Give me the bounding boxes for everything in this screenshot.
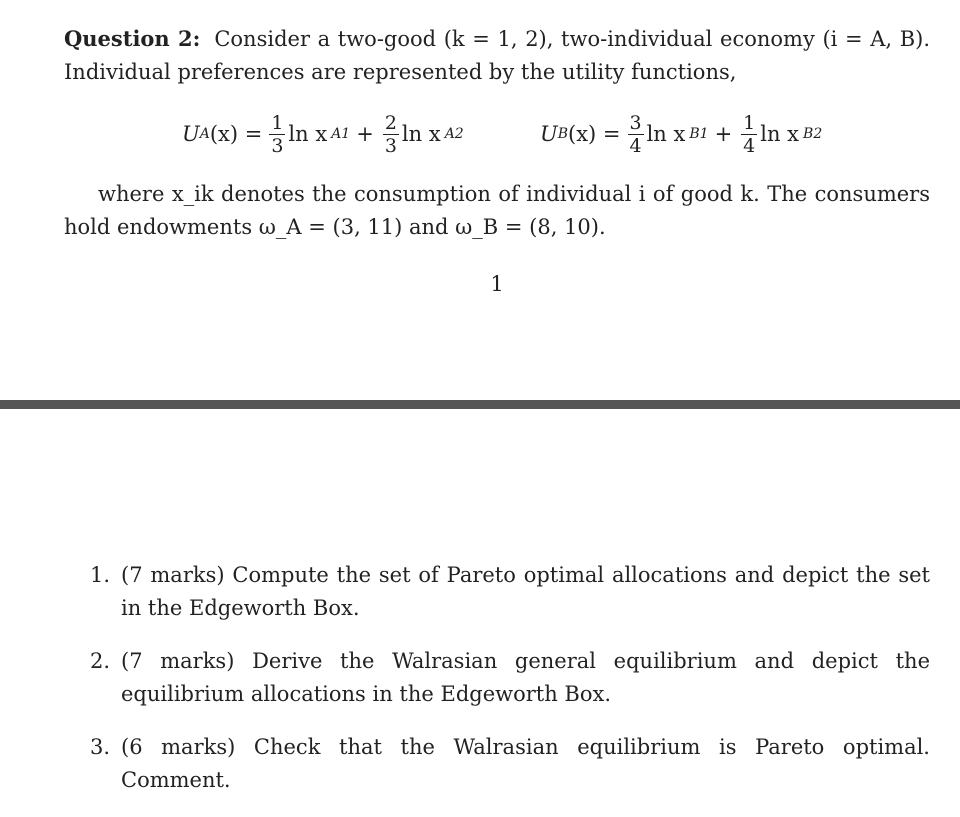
- ua-fraction-1: [269, 112, 285, 157]
- ua-symbol: U: [182, 122, 200, 146]
- ub-frac2-numerator: 1: [743, 111, 756, 134]
- utility-formulas: [0, 104, 960, 164]
- ub-plus: +: [714, 122, 733, 146]
- ua-term-2: ln x: [401, 122, 441, 146]
- ub-term-2: ln x: [760, 122, 800, 146]
- ub-frac2-denominator: 4: [743, 134, 756, 157]
- ua-fraction-2: [383, 112, 399, 157]
- question-part-1: [90, 559, 930, 625]
- part-text: (7 marks) Derive the Walrasian general equilibrium and depict the equilibrium allocations in the Edgeworth Box.: [121, 649, 930, 706]
- part-number: 1.: [90, 563, 111, 587]
- question-parts-list: [90, 559, 930, 817]
- question-intro: Consider a two-good (k = 1, 2), two-individual economy (i = A, B). Individual preferences are represented by the utility functions,: [64, 27, 930, 84]
- ub-subscript: B: [557, 126, 568, 142]
- ua-plus: +: [356, 122, 374, 146]
- question-part-2: [90, 645, 930, 711]
- document-page-2: [0, 409, 960, 799]
- utility-function-b: [540, 104, 822, 164]
- page-break-divider: [0, 400, 960, 409]
- ua-term-1: ln x: [288, 122, 328, 146]
- ua-frac1-numerator: 1: [271, 111, 284, 134]
- endowments-text: where x_ik denotes the consumption of individual i of good k. The consumers hold endowments ω_A = (3, 11) and ω_B = (8, 10).: [64, 182, 930, 239]
- ua-argument: (x) =: [209, 122, 263, 146]
- page-number: 1: [490, 272, 504, 296]
- ua-frac2-denominator: 3: [384, 134, 397, 157]
- question-paragraph: [64, 22, 930, 89]
- ub-frac1-denominator: 4: [629, 134, 642, 157]
- ub-argument: (x) =: [568, 122, 621, 146]
- ub-term-1: ln x: [646, 122, 686, 146]
- part-number: 3.: [90, 735, 111, 759]
- ub-symbol: U: [540, 122, 558, 146]
- document-page-1: [0, 0, 960, 400]
- ub-fraction-2: [741, 112, 757, 157]
- ua-frac2-numerator: 2: [384, 111, 397, 134]
- ua-subscript: A: [199, 126, 210, 142]
- question-heading: Question 2:: [64, 26, 201, 51]
- ua-frac1-denominator: 3: [271, 134, 284, 157]
- utility-function-a: [182, 104, 464, 164]
- ua-term-1-sub: A1: [331, 126, 351, 142]
- part-number: 2.: [90, 649, 111, 673]
- ub-term-1-sub: B1: [689, 126, 709, 142]
- question-part-3: [90, 731, 930, 797]
- ua-term-2-sub: A2: [444, 126, 464, 142]
- ub-fraction-1: [628, 112, 644, 157]
- ub-frac1-numerator: 3: [629, 111, 642, 134]
- part-text: (7 marks) Compute the set of Pareto optimal allocations and depict the set in the Edgeworth Box.: [121, 563, 930, 620]
- part-text: (6 marks) Check that the Walrasian equilibrium is Pareto optimal. Comment.: [121, 735, 930, 792]
- endowments-paragraph: [64, 178, 930, 244]
- ub-term-2-sub: B2: [803, 126, 823, 142]
